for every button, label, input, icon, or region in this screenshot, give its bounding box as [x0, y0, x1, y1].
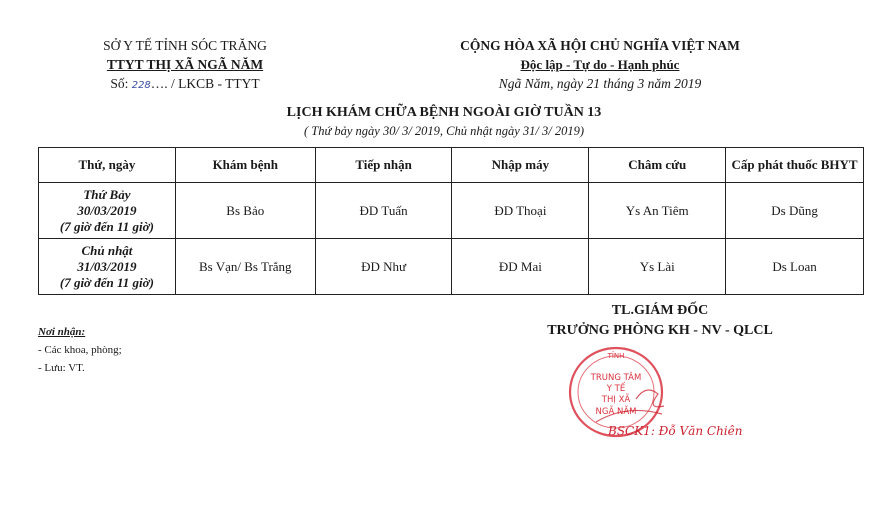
kham-benh-cell: Bs Vạn/ Bs Trắng: [175, 239, 315, 295]
signer-name: BSCK1: Đỗ Văn Chiên: [608, 424, 743, 438]
agency-header: [60, 36, 310, 95]
national-motto: Độc lập - Tự do - Hạnh phúc: [520, 57, 680, 72]
doc-number-handwritten: 228: [131, 80, 151, 91]
day-date: 31/03/2019: [77, 258, 137, 274]
agency-name: TTYT THỊ XÃ NGÃ NĂM: [106, 57, 264, 72]
document-subtitle: ( Thứ bảy ngày 30/ 3/ 2019, Chủ nhật ngày 31/ 3/ 2019): [303, 124, 585, 138]
nhap-may-cell: ĐD Mai: [452, 239, 589, 295]
column-header: Tiếp nhận: [315, 148, 452, 183]
stamp-line: Y TẾ: [606, 384, 626, 394]
stamp-line: NGÃ NĂM: [595, 407, 637, 417]
tiep-nhan-cell: ĐD Như: [315, 239, 452, 295]
day-date: 30/03/2019: [77, 202, 137, 218]
document-number: [60, 74, 310, 95]
national-header: [410, 36, 790, 93]
table-header-row: [39, 148, 864, 183]
recipient-item: - Lưu: VT.: [38, 362, 85, 374]
day-hours: (7 giờ đến 11 giờ): [59, 218, 154, 234]
cham-cuu-cell: Ys Lài: [589, 239, 726, 295]
recipients-block: [38, 323, 122, 377]
column-header: Khám bệnh: [175, 148, 315, 183]
cham-cuu-cell: Ys An Tiêm: [589, 183, 726, 239]
recipients-heading: Nơi nhận:: [38, 326, 86, 338]
day-hours: (7 giờ đến 11 giờ): [59, 274, 154, 290]
cap-phat-cell: Ds Dũng: [726, 183, 864, 239]
agency-parent: SỞ Y TẾ TỈNH SÓC TRĂNG: [103, 38, 267, 53]
table-row: [39, 183, 864, 239]
place-date: Ngã Năm, ngày 21 tháng 3 năm 2019: [498, 76, 702, 91]
signature-title: [530, 301, 790, 341]
country-name: CỘNG HÒA XÃ HỘI CHỦ NGHĨA VIỆT NAM: [460, 38, 740, 53]
day-cell: [39, 183, 176, 239]
column-header: Thứ, ngày: [39, 148, 176, 183]
document-title: LỊCH KHÁM CHỮA BỆNH NGOÀI GIỜ TUẦN 13: [286, 105, 602, 120]
signature-position: TRƯỞNG PHÒNG KH - NV - QLCL: [547, 323, 773, 338]
stamp-line: TỈNH: [607, 352, 625, 360]
doc-number-prefix: Số:: [110, 76, 129, 91]
kham-benh-cell: Bs Bảo: [175, 183, 315, 239]
day-name: Chủ nhật: [81, 242, 133, 258]
day-name: Thứ Bảy: [83, 186, 131, 202]
cap-phat-cell: Ds Loan: [726, 239, 864, 295]
doc-number-suffix: …. / LKCB - TTYT: [150, 76, 260, 91]
column-header: Châm cứu: [589, 148, 726, 183]
signature-authority: TL.GIÁM ĐỐC: [611, 303, 709, 318]
nhap-may-cell: ĐD Thoại: [452, 183, 589, 239]
tiep-nhan-cell: ĐD Tuấn: [315, 183, 452, 239]
stamp-line: THỊ XÃ: [601, 395, 631, 405]
column-header: Cấp phát thuốc BHYT: [726, 148, 864, 183]
schedule-table: [38, 147, 864, 295]
stamp-line: TRUNG TÂM: [590, 373, 642, 383]
table-row: [39, 239, 864, 295]
column-header: Nhập máy: [452, 148, 589, 183]
day-cell: [39, 239, 176, 295]
recipient-item: - Các khoa, phòng;: [38, 344, 122, 356]
